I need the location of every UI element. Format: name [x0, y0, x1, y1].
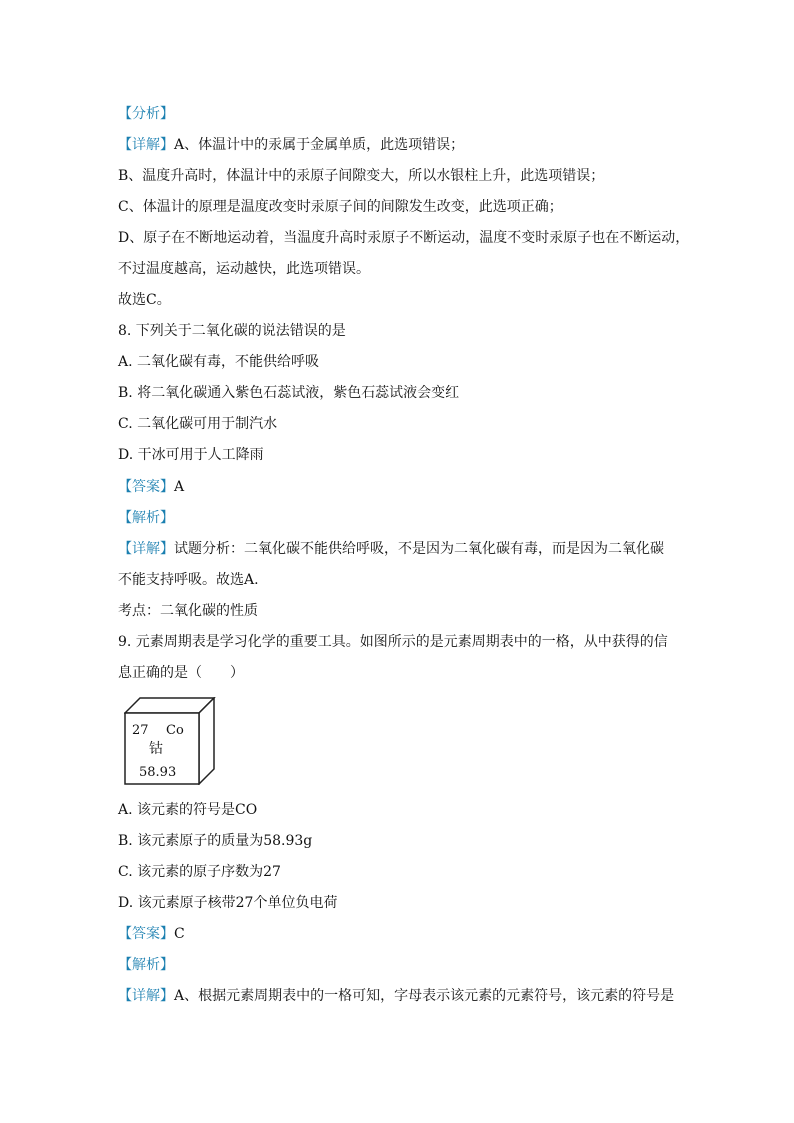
section-tag-analysis: 【解析】 [118, 957, 174, 973]
explanation-line: 不过温度越高，运动越快，此选项错误。 [118, 261, 370, 277]
explanation-line: 【详解】试题分析：二氧化碳不能供给呼吸，不是因为二氧化碳有毒，而是因为二氧化碳 [118, 541, 664, 557]
explanation-line: C、体温计的原理是温度改变时汞原子间的间隙发生改变，此选项正确； [118, 199, 563, 215]
explanation-line: 【详解】A、根据元素周期表中的一格可知，字母表示该元素的元素符号，该元素的符号是 [118, 988, 675, 1004]
question-8-option-c: C. 二氧化碳可用于制汽水 [118, 416, 278, 432]
question-9-option-c: C. 该元素的原子序数为27 [118, 864, 281, 880]
question-9-stem: 息正确的是（ ） [118, 665, 244, 681]
atomic-number: 27 [132, 723, 149, 738]
answer-line: 【答案】A [118, 479, 185, 495]
question-9-stem: 9. 元素周期表是学习化学的重要工具。如图所示的是元素周期表中的一格，从中获得的信 [118, 634, 668, 650]
answer-line: 【答案】C [118, 926, 185, 942]
choice-line: 故选C。 [118, 292, 171, 308]
question-8-option-d: D. 干冰可用于人工降雨 [118, 447, 264, 463]
element-name: 钴 [149, 741, 163, 757]
question-8-stem: 8. 下列关于二氧化碳的说法错误的是 [118, 323, 346, 339]
explanation-line: D、原子在不断地运动着，当温度升高时汞原子不断运动，温度不变时汞原子也在不断运动， [118, 230, 690, 246]
atomic-mass: 58.93 [139, 765, 177, 780]
question-9-option-a: A. 该元素的符号是CO [118, 802, 258, 818]
question-8-option-b: B. 将二氧化碳通入紫色石蕊试液，紫色石蕊试液会变红 [118, 385, 460, 401]
explanation-line: B、温度升高时，体温计中的汞原子间隙变大，所以水银柱上升，此选项错误； [118, 168, 605, 184]
section-tag-analysis: 【分析】 [118, 106, 174, 122]
test-point-line: 考点：二氧化碳的性质 [118, 603, 258, 619]
question-9-option-b: B. 该元素原子的质量为58.93g [118, 833, 313, 849]
explanation-line: 不能支持呼吸。故选A. [118, 572, 259, 588]
question-9-option-d: D. 该元素原子核带27个单位负电荷 [118, 895, 338, 911]
element-cell-figure [124, 697, 216, 785]
section-tag-analysis: 【解析】 [118, 510, 174, 526]
element-symbol: Co [166, 723, 184, 738]
question-8-option-a: A. 二氧化碳有毒，不能供给呼吸 [118, 354, 320, 370]
explanation-line: 【详解】A、体温计中的汞属于金属单质，此选项错误； [118, 137, 465, 153]
